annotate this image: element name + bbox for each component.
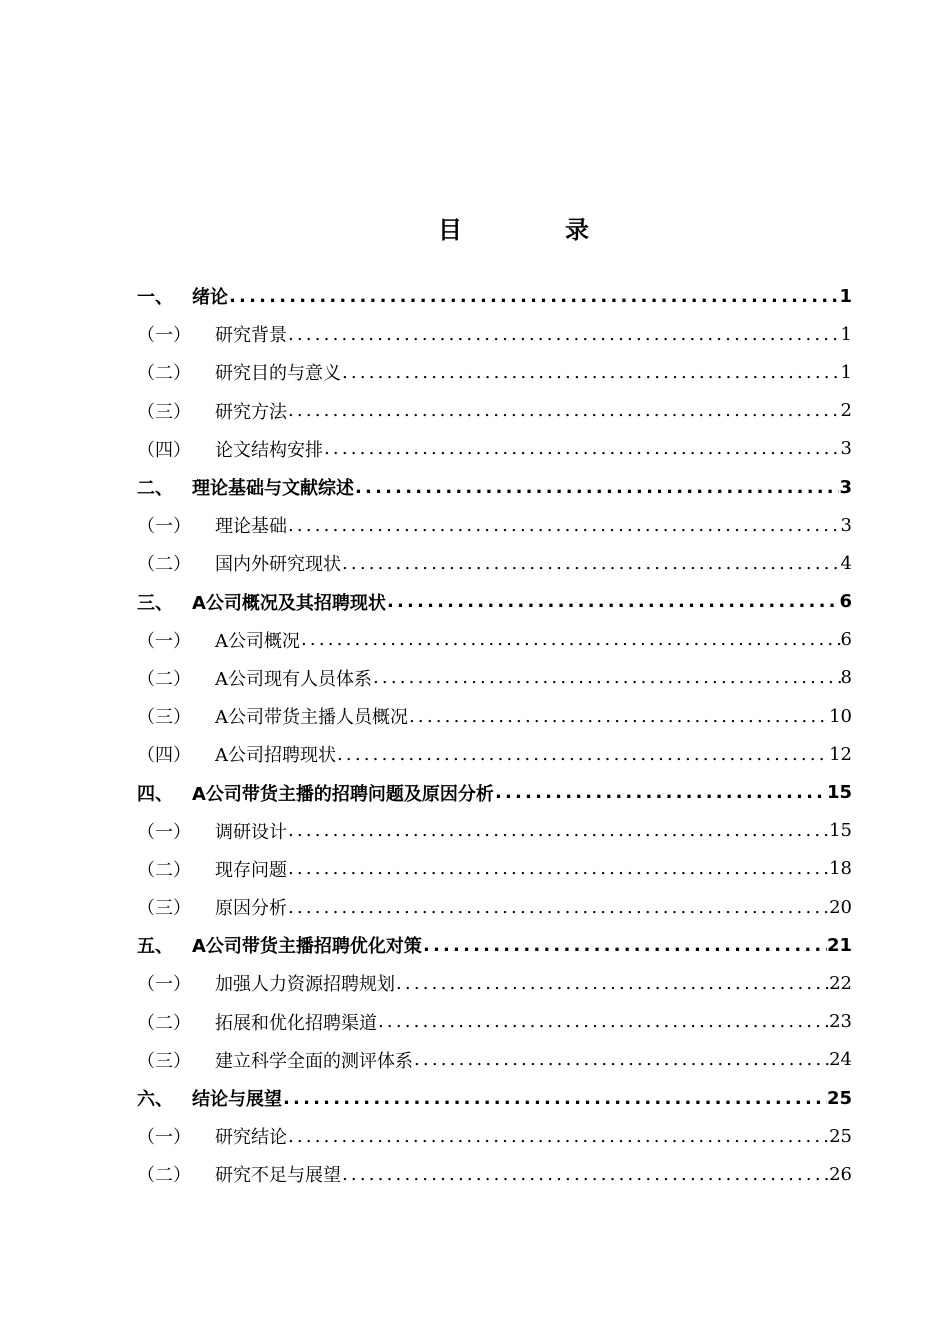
toc-entry-section[interactable] (137, 506, 852, 544)
toc-leader-dots (287, 324, 841, 345)
toc-entry-page: 2 (840, 400, 852, 422)
toc-entry-label: 研究方法 (215, 401, 287, 423)
toc-entry-label: 国内外研究现状 (215, 554, 341, 576)
toc-leader-dots (354, 477, 839, 498)
toc-list (137, 277, 852, 1194)
toc-entry-label: 调研设计 (215, 821, 287, 843)
toc-entry-label: 建立科学全面的测评体系 (215, 1050, 413, 1072)
toc-entry-number: 五、 (137, 936, 173, 958)
toc-entry-number: （二） (137, 1012, 191, 1034)
toc-entry-page: 26 (829, 1163, 852, 1185)
toc-entry-chapter[interactable] (137, 1079, 852, 1117)
toc-entry-number: （二） (137, 363, 191, 385)
toc-entry-number: （一） (137, 1127, 191, 1149)
toc-entry-section[interactable] (137, 1041, 852, 1079)
toc-entry-label: 绪论 (192, 287, 228, 309)
toc-entry-chapter[interactable] (137, 583, 852, 621)
toc-leader-dots (287, 897, 829, 918)
toc-entry-number: 三、 (137, 592, 173, 614)
toc-entry-label: 结论与展望 (192, 1089, 282, 1111)
toc-entry-page: 6 (839, 591, 852, 613)
toc-entry-label: 拓展和优化招聘渠道 (215, 1012, 377, 1034)
toc-entry-section[interactable] (137, 430, 852, 468)
toc-entry-label: A公司招聘现状 (215, 745, 336, 767)
toc-entry-number: （二） (137, 668, 191, 690)
toc-entry-section[interactable] (137, 1003, 852, 1041)
toc-entry-page: 25 (826, 1087, 852, 1109)
toc-leader-dots (287, 820, 829, 841)
toc-entry-label: 论文结构安排 (215, 439, 323, 461)
toc-entry-number: （一） (137, 974, 191, 996)
toc-entry-page: 1 (840, 361, 852, 383)
toc-entry-page: 25 (829, 1125, 852, 1147)
toc-entry-chapter[interactable] (137, 773, 852, 811)
toc-entry-number: （一） (137, 630, 191, 652)
toc-entry-number: （四） (137, 745, 191, 767)
toc-entry-number: （二） (137, 1165, 191, 1187)
toc-entry-label: 原因分析 (215, 898, 287, 920)
toc-entry-number: （三） (137, 1050, 191, 1072)
toc-entry-number: （一） (137, 325, 191, 347)
toc-entry-label: A公司概况 (215, 630, 300, 652)
toc-leader-dots (395, 973, 829, 994)
toc-entry-label: 研究目的与意义 (215, 363, 341, 385)
toc-title-char-1: 目 (438, 216, 462, 244)
toc-entry-number: 一、 (137, 287, 173, 309)
toc-entry-number: （四） (137, 439, 191, 461)
toc-leader-dots (287, 400, 841, 421)
toc-entry-label: 研究结论 (215, 1127, 287, 1149)
toc-entry-label: 理论基础与文献综述 (192, 478, 354, 500)
toc-entry-label: 研究不足与展望 (215, 1165, 341, 1187)
toc-entry-label: A公司概况及其招聘现状 (192, 592, 386, 614)
toc-entry-section[interactable] (137, 1155, 852, 1193)
toc-leader-dots (386, 591, 840, 612)
toc-leader-dots (287, 858, 829, 879)
toc-entry-label: 研究背景 (215, 325, 287, 347)
toc-entry-page: 6 (840, 629, 852, 651)
toc-entry-number: （三） (137, 707, 191, 729)
toc-entry-number: 二、 (137, 478, 173, 500)
toc-entry-label: 加强人力资源招聘规划 (215, 974, 395, 996)
toc-leader-dots (341, 1164, 829, 1185)
toc-entry-label: A公司带货主播的招聘问题及原因分析 (192, 783, 494, 805)
toc-entry-number: （三） (137, 898, 191, 920)
toc-entry-number: 四、 (137, 783, 173, 805)
toc-leader-dots (300, 629, 841, 650)
toc-entry-page: 12 (829, 743, 852, 765)
toc-entry-page: 1 (840, 323, 852, 345)
toc-entry-section[interactable] (137, 812, 852, 850)
toc-entry-label: 理论基础 (215, 516, 287, 538)
toc-leader-dots (228, 286, 839, 307)
toc-leader-dots (282, 1088, 827, 1109)
toc-entry-section[interactable] (137, 544, 852, 582)
toc-entry-page: 24 (829, 1049, 852, 1071)
toc-entry-page: 3 (839, 476, 852, 498)
toc-title-char-2: 录 (565, 216, 589, 244)
toc-leader-dots (287, 515, 841, 536)
toc-entry-section[interactable] (137, 392, 852, 430)
toc-entry-number: （二） (137, 859, 191, 881)
toc-leader-dots (372, 667, 841, 688)
toc-entry-page: 3 (840, 514, 852, 536)
toc-entry-page: 3 (840, 438, 852, 460)
toc-entry-section[interactable] (137, 621, 852, 659)
toc-leader-dots (323, 438, 841, 459)
toc-entry-section[interactable] (137, 964, 852, 1002)
toc-entry-chapter[interactable] (137, 468, 852, 506)
toc-entry-page: 15 (826, 782, 852, 804)
toc-leader-dots (494, 782, 827, 803)
toc-leader-dots (336, 744, 829, 765)
toc-entry-label: A公司带货主播人员概况 (215, 707, 408, 729)
toc-entry-page: 18 (829, 858, 852, 880)
toc-entry-page: 21 (826, 934, 852, 956)
toc-entry-label: 现存问题 (215, 859, 287, 881)
toc-entry-section[interactable] (137, 850, 852, 888)
toc-entry-page: 20 (829, 896, 852, 918)
toc-entry-section[interactable] (137, 659, 852, 697)
toc-entry-section[interactable] (137, 735, 852, 773)
toc-entry-section[interactable] (137, 888, 852, 926)
toc-leader-dots (287, 1126, 829, 1147)
toc-entry-page: 10 (829, 705, 852, 727)
toc-entry-label: A公司带货主播招聘优化对策 (192, 936, 422, 958)
toc-title (0, 210, 950, 250)
toc-entry-section[interactable] (137, 1117, 852, 1155)
toc-entry-section[interactable] (137, 353, 852, 391)
toc-leader-dots (341, 553, 841, 574)
toc-entry-page: 8 (840, 667, 852, 689)
toc-entry-number: （一） (137, 821, 191, 843)
toc-leader-dots (422, 935, 827, 956)
toc-entry-chapter[interactable] (137, 926, 852, 964)
toc-leader-dots (413, 1049, 829, 1070)
toc-entry-page: 22 (829, 972, 852, 994)
toc-entry-section[interactable] (137, 315, 852, 353)
toc-entry-page: 4 (840, 552, 852, 574)
toc-entry-number: （二） (137, 554, 191, 576)
toc-leader-dots (341, 362, 841, 383)
toc-entry-page: 23 (829, 1011, 852, 1033)
toc-entry-page: 1 (839, 285, 852, 307)
toc-entry-number: （三） (137, 401, 191, 423)
toc-leader-dots (408, 706, 829, 727)
toc-entry-number: （一） (137, 516, 191, 538)
toc-entry-label: A公司现有人员体系 (215, 668, 372, 690)
toc-entry-chapter[interactable] (137, 277, 852, 315)
toc-entry-section[interactable] (137, 697, 852, 735)
toc-entry-page: 15 (829, 820, 852, 842)
toc-entry-number: 六、 (137, 1089, 173, 1111)
toc-leader-dots (377, 1011, 829, 1032)
